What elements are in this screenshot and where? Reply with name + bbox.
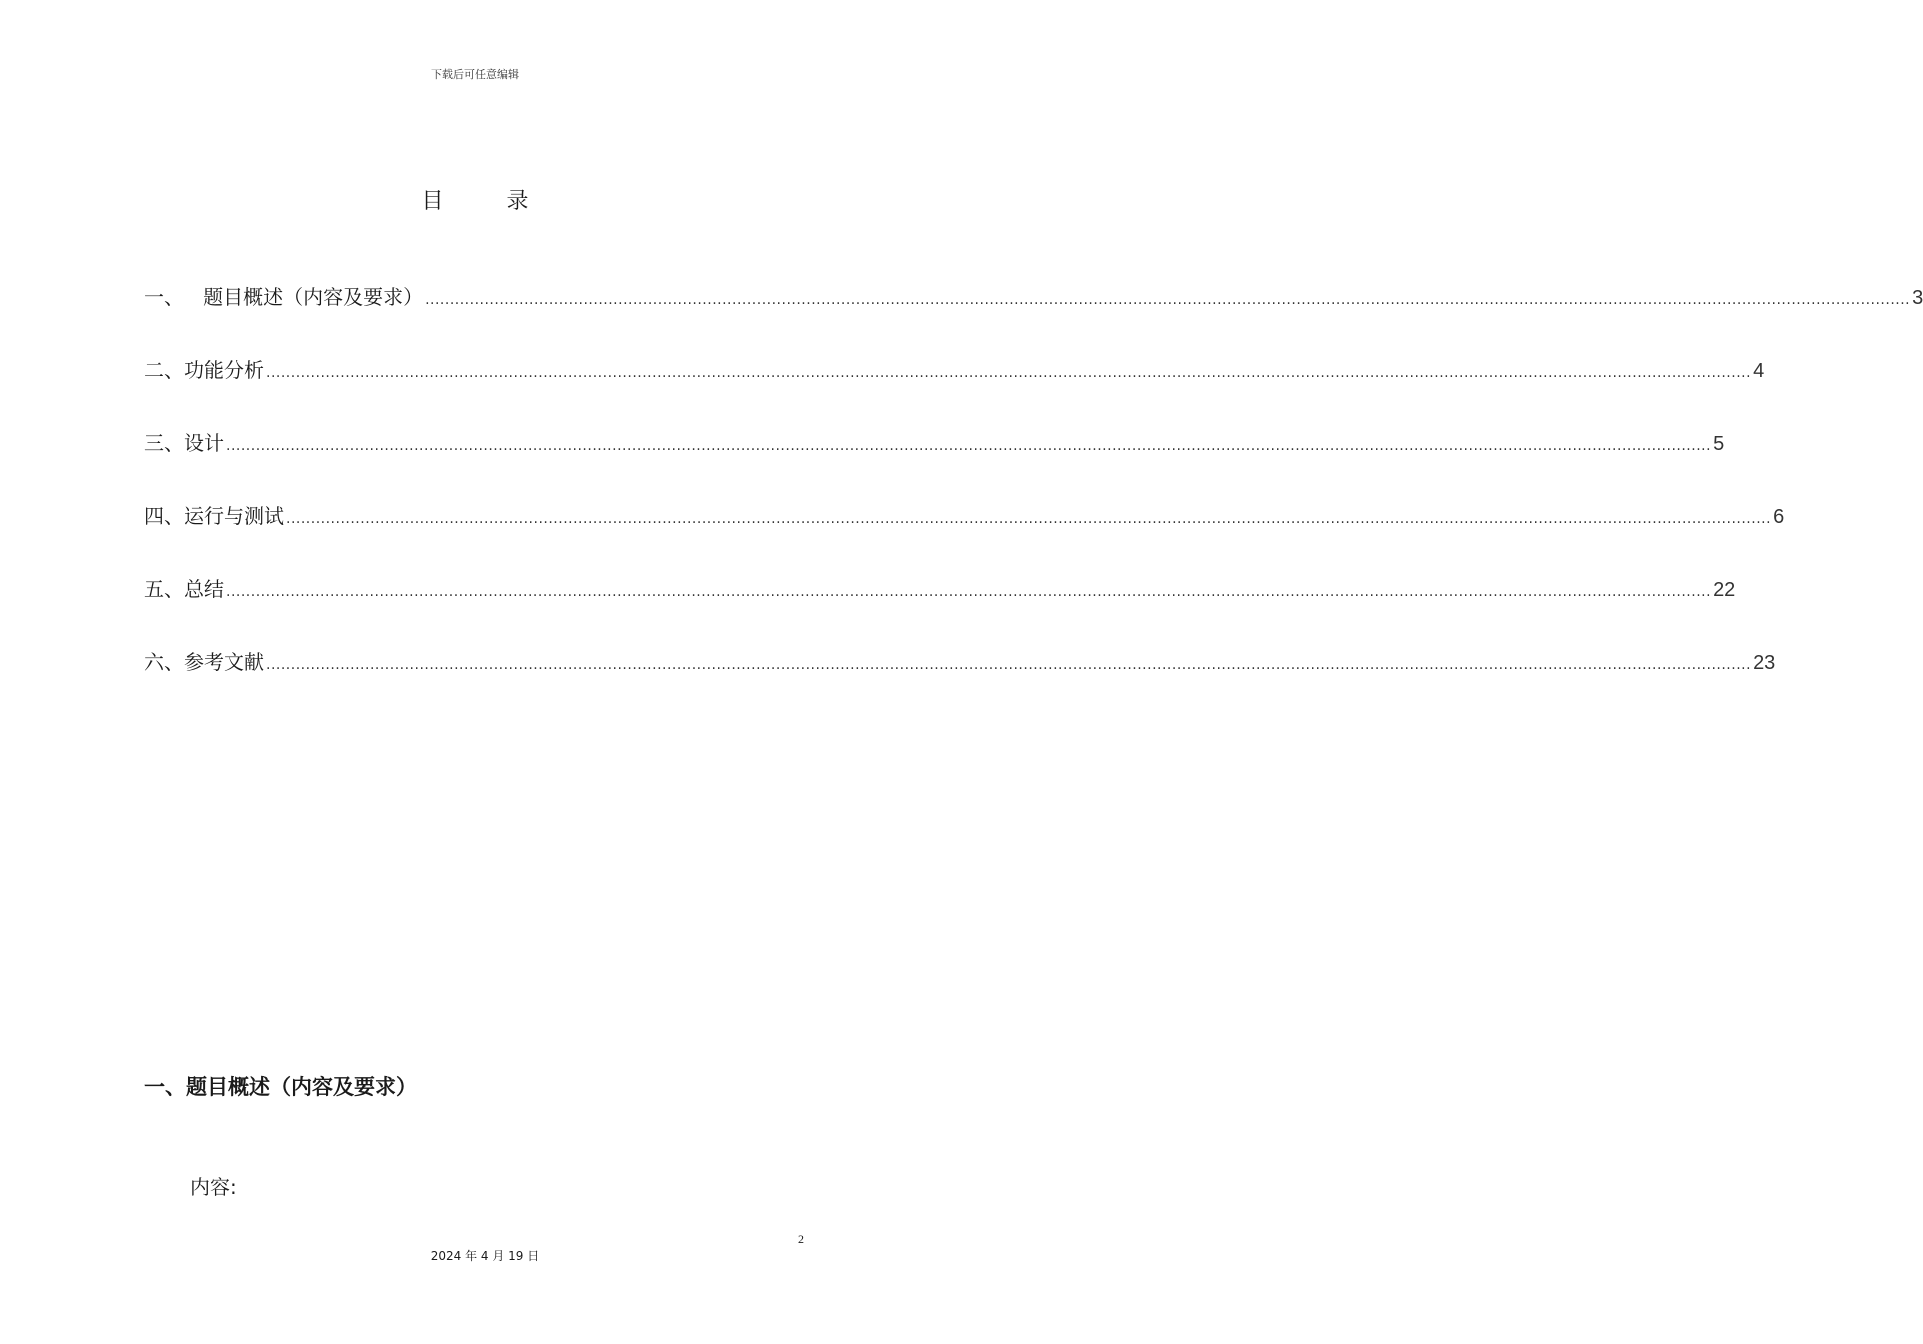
toc-entry-page: 5	[1713, 433, 1725, 455]
toc-entry-page: 3	[1912, 287, 1923, 309]
toc-entry[interactable]	[144, 428, 1725, 501]
toc-entry-page: 6	[1773, 506, 1785, 528]
toc-entry-label: 四、运行与测试	[144, 504, 284, 528]
header-note: 下载后可任意编辑	[431, 68, 519, 81]
section-heading: 一、题目概述（内容及要求）	[144, 1075, 417, 1099]
toc-entry-label: 六、参考文献	[144, 650, 264, 674]
toc-entry-label: 二、功能分析	[144, 358, 264, 382]
footer-date: 2024 年 4 月 19 日	[430, 1249, 540, 1263]
toc-dot-leader: ............................................................................................................................................................................................................................................................................................................	[286, 511, 1772, 527]
toc-entry-page: 22	[1713, 579, 1736, 601]
toc-dot-leader: ............................................................................................................................................................................................................................................................................................................	[226, 438, 1712, 454]
toc-entry[interactable]	[144, 282, 1923, 355]
toc-dot-leader: ............................................................................................................................................................................................................................................................................................................	[266, 657, 1752, 673]
toc-entry-page: 23	[1753, 652, 1776, 674]
toc-title: 目 录	[421, 189, 557, 214]
toc-entry-page: 4	[1753, 360, 1765, 382]
toc-entry[interactable]	[144, 355, 1765, 428]
toc-entry[interactable]	[144, 574, 1736, 647]
toc-entry-label: 五、总结	[144, 577, 224, 601]
toc-entry-label: 三、设计	[144, 431, 224, 455]
toc-dot-leader: ............................................................................................................................................................................................................................................................................................................	[266, 365, 1752, 381]
toc-dot-leader: ............................................................................................................................................................................................................................................................................................................	[425, 292, 1911, 308]
toc-dot-leader: ............................................................................................................................................................................................................................................................................................................	[226, 584, 1712, 600]
toc-entry[interactable]	[144, 647, 1776, 720]
toc-entry-label: 一、 题目概述（内容及要求）	[144, 285, 424, 309]
page-number: 2	[798, 1232, 804, 1246]
content-label: 内容:	[190, 1175, 237, 1199]
table-of-contents	[144, 282, 1923, 720]
toc-entry[interactable]	[144, 501, 1785, 574]
